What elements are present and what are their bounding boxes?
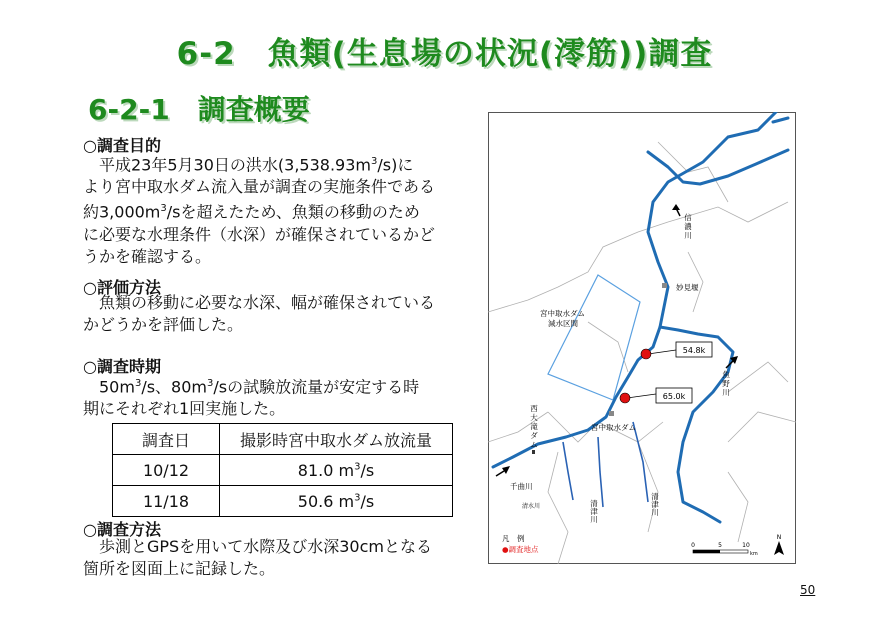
superscript: 3 <box>354 461 361 473</box>
shimizukawa-label: 清水川 <box>522 503 541 510</box>
evaluation-line: かどうかを評価した。 <box>83 315 244 334</box>
method-line: 箇所を図面上に記録した。 <box>83 559 276 578</box>
page-title: 6-2 魚類(生息場の状況(澪筋))調査 <box>176 36 713 72</box>
kiyotsu-b-label-2: 津 <box>651 500 659 509</box>
timing-line: 期にそれぞれ1回実施した。 <box>83 399 286 419</box>
survey-point-54-8k <box>641 349 651 359</box>
superscript: 3 <box>370 156 378 167</box>
superscript: 3 <box>134 378 142 389</box>
nishiotaki-dam-marker <box>532 450 535 454</box>
evaluation-body <box>83 292 463 336</box>
page-number: 50 <box>800 583 816 597</box>
kiyotsu-a-label-2: 津 <box>590 507 598 516</box>
purpose-line: 約3,000m <box>83 202 161 222</box>
reduced-section-label-1: 宮中取水ダム <box>540 309 585 318</box>
purpose-line: 平成23年5月30日の洪水(3,538.93m <box>99 155 371 175</box>
table-cell-date: 11/18 <box>113 486 220 517</box>
purpose-line: /sを超えたため、魚類の移動のため <box>166 202 420 222</box>
timing-line: /sの試験放流量が安定する時 <box>213 377 420 397</box>
table-cell-flow <box>220 486 453 517</box>
miyanaka-dam-marker <box>609 411 614 416</box>
km-label-54: 54.8k <box>682 346 706 355</box>
river-map <box>488 112 796 564</box>
table-header-flow: 撮影時宮中取水ダム放流量 <box>220 424 453 455</box>
nishiotaki-label-4: ダ <box>530 431 538 440</box>
evaluation-line: 魚類の移動に必要な水深、幅が確保されている <box>99 293 436 312</box>
scale-label-0: 0 <box>691 542 695 549</box>
legend-item: ●調査地点 <box>502 545 539 554</box>
table-cell-date: 10/12 <box>113 455 220 486</box>
nishiotaki-label-1: 西 <box>530 404 538 413</box>
myoken-weir-label: 妙見堰 <box>676 283 699 292</box>
method-heading: ○調査方法 <box>83 520 161 539</box>
miyanaka-dam-label: 宮中取水ダム <box>591 423 636 432</box>
legend-title: 凡 例 <box>502 534 525 543</box>
timing-line: /s、80m <box>141 377 208 397</box>
table-row <box>113 486 453 517</box>
discharge-table <box>112 423 453 517</box>
uono-river-label-1: 魚 <box>722 370 730 379</box>
purpose-line: /s)に <box>377 155 414 175</box>
scale-label-5: 5 <box>718 542 722 549</box>
superscript: 3 <box>207 378 214 389</box>
survey-point-65-0k <box>620 393 630 403</box>
scale-unit: km <box>750 551 758 557</box>
north-label: N <box>776 534 782 541</box>
section-subtitle: 6-2-1 調査概要 <box>88 93 310 126</box>
table-header-date: 調査日 <box>113 424 220 455</box>
kiyotsu-b-label-3: 川 <box>651 508 659 517</box>
map-frame <box>489 113 796 564</box>
purpose-line: より宮中取水ダム流入量が調査の実施条件である <box>83 177 436 197</box>
superscript: 3 <box>354 492 361 504</box>
flow-unit: /s <box>360 460 375 480</box>
kiyotsu-b-label-1: 清 <box>651 492 659 501</box>
purpose-body <box>83 151 463 268</box>
shinano-river-label-2: 濃 <box>684 222 692 231</box>
scale-label-10: 10 <box>742 542 750 549</box>
table-row <box>113 455 453 486</box>
km-label-65: 65.0k <box>662 392 686 401</box>
reduced-section-label-2: 減水区間 <box>548 319 578 328</box>
purpose-heading: ○調査目的 <box>83 136 161 155</box>
timing-body <box>83 373 463 420</box>
timing-line: 50m <box>99 377 135 397</box>
method-body <box>83 536 463 580</box>
myoken-weir-marker <box>662 283 667 288</box>
kiyotsu-a-label-1: 清 <box>590 499 598 508</box>
superscript: 3 <box>160 203 167 215</box>
uono-river-label-3: 川 <box>722 388 730 397</box>
flow-value: 50.6 m <box>297 491 355 511</box>
evaluation-heading: ○評価方法 <box>83 278 161 297</box>
flow-value: 81.0 m <box>297 460 355 480</box>
kiyotsu-a-label-3: 川 <box>590 515 598 524</box>
purpose-line: に必要な水理条件（水深）が確保されているかど <box>83 224 436 244</box>
nishiotaki-label-3: 滝 <box>530 422 538 431</box>
nishiotaki-label-2: 大 <box>530 413 538 422</box>
nishiotaki-label-5: ム <box>530 440 538 449</box>
table-header-row <box>113 424 453 455</box>
flow-unit: /s <box>360 491 375 511</box>
uono-river-label-2: 野 <box>722 379 730 388</box>
purpose-line: うかを確認する。 <box>83 246 212 266</box>
chikuma-river-label: 千曲川 <box>510 482 533 491</box>
shinano-river-label-3: 川 <box>684 231 692 240</box>
timing-heading: ○調査時期 <box>83 357 161 376</box>
table-cell-flow <box>220 455 453 486</box>
method-line: 歩測とGPSを用いて水際及び水深30cmとなる <box>99 537 432 556</box>
shinano-river-label-1: 信 <box>684 213 692 222</box>
